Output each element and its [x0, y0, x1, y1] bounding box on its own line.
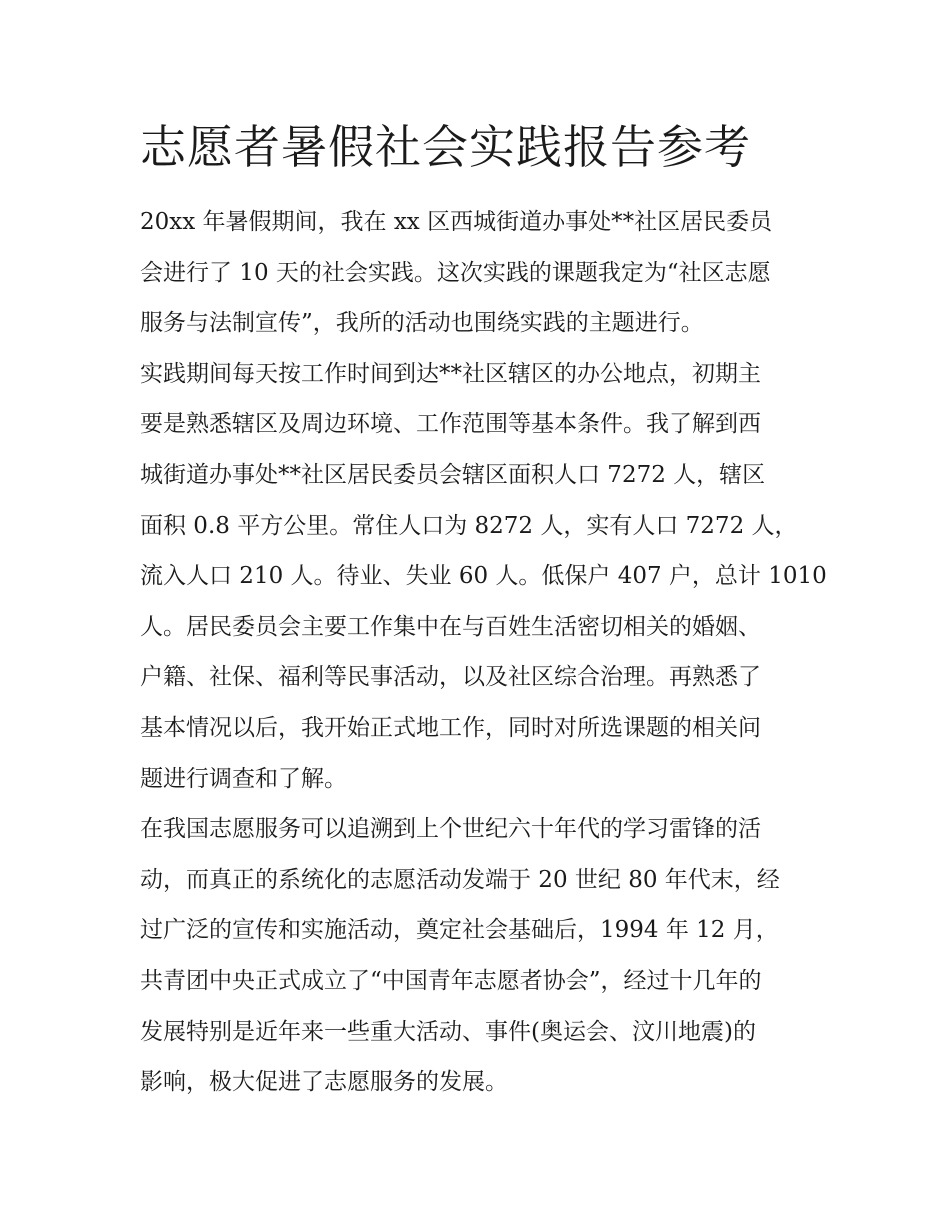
text-line: 要是熟悉辖区及周边环境、工作范围等基本条件。我了解到西 — [140, 411, 761, 438]
text-line: 会进行了 10 天的社会实践。这次实践的课题我定为“社区志愿 — [140, 259, 771, 286]
text-line: 基本情况以后，我开始正式地工作，同时对所选课题的相关问 — [140, 714, 761, 741]
paragraph-2 — [140, 349, 827, 804]
paragraph-3 — [140, 804, 820, 1108]
document-title: 志愿者暑假社会实践报告参考 — [140, 120, 751, 174]
text-line: 户籍、社保、福利等民事活动，以及社区综合治理。再熟悉了 — [140, 664, 761, 691]
text-line: 流入人口 210 人。待业、失业 60 人。低保户 407 户，总计 1010 — [140, 563, 827, 590]
text-line: 面积 0.8 平方公里。常住人口为 8272 人，实有人口 7272 人， — [140, 512, 798, 539]
text-line: 城街道办事处**社区居民委员会辖区面积人口 7272 人，辖区 — [140, 461, 766, 488]
paragraph-1 — [140, 197, 820, 349]
text-line: 过广泛的宣传和实施活动，奠定社会基础后，1994 年 12 月， — [140, 917, 779, 944]
text-line: 影响，极大促进了志愿服务的发展。 — [140, 1069, 508, 1096]
text-line: 20xx 年暑假期间，我在 xx 区西城街道办事处**社区居民委员 — [140, 209, 773, 235]
text-line: 共青团中央正式成立了“中国青年志愿者协会”，经过十几年的 — [140, 967, 762, 994]
text-line: 服务与法制宣传”，我所的活动也围绕实践的主题进行。 — [140, 310, 704, 337]
text-line: 动，而真正的系统化的志愿活动发端于 20 世纪 80 年代末，经 — [140, 866, 780, 893]
text-line: 人。居民委员会主要工作集中在与百姓生活密切相关的婚姻、 — [140, 613, 761, 640]
text-line: 实践期间每天按工作时间到达**社区辖区的办公地点，初期主 — [140, 360, 761, 387]
document-body — [140, 197, 827, 1108]
text-line: 在我国志愿服务可以追溯到上个世纪六十年代的学习雷锋的活 — [140, 816, 761, 843]
text-line: 发展特别是近年来一些重大活动、事件(奥运会、汶川地震)的 — [140, 1018, 756, 1045]
text-line: 题进行调查和了解。 — [140, 765, 347, 792]
